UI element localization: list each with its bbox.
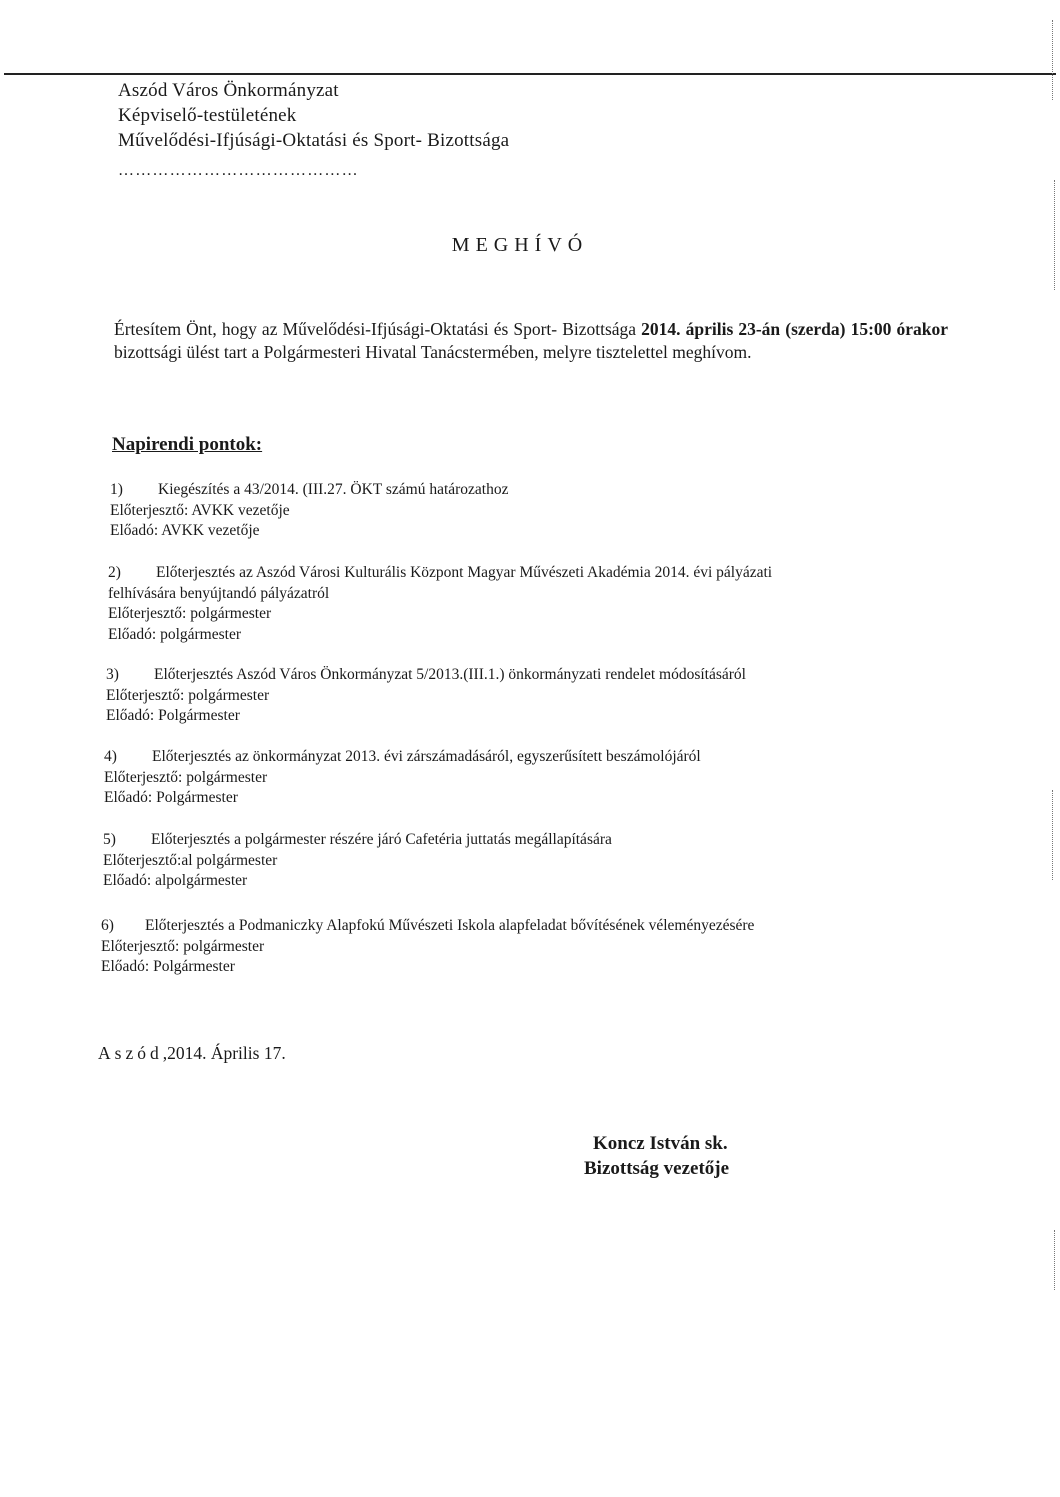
agenda-item-title: Előterjesztés a Podmaniczky Alapfokú Művészeti Iskola alapfeladat bővítésének véleményezésére xyxy=(145,917,755,934)
agenda-item-presenter: Előterjesztő:al polgármester xyxy=(103,851,278,869)
agenda-item-4 xyxy=(104,747,701,809)
agenda-item-speaker: Előadó: Polgármester xyxy=(106,707,240,724)
agenda-item-title: Előterjesztés az önkormányzat 2013. évi zárszámadásáról, egyszerűsített beszámolójáról xyxy=(152,748,701,765)
letterhead-line-council: Képviselő-testületének xyxy=(118,105,297,126)
agenda-item-title: Előterjesztés a polgármester részére járó Cafetéria juttatás megállapítására xyxy=(151,831,612,848)
top-border-line xyxy=(4,73,1056,75)
intro-meeting-datetime: 2014. április 23-án (szerda) 15:00 órakor xyxy=(641,319,948,339)
agenda-item-1 xyxy=(110,480,509,542)
agenda-item-number: 6) xyxy=(101,917,114,934)
agenda-item-presenter: Előterjesztő: polgármester xyxy=(108,605,272,622)
letterhead xyxy=(118,78,509,153)
signature-block xyxy=(584,1131,729,1181)
agenda-item-number: 4) xyxy=(104,748,117,765)
agenda-item-2 xyxy=(108,563,772,645)
letterhead-line-municipality: Aszód Város Önkormányzat xyxy=(118,80,339,101)
agenda-item-number: 5) xyxy=(103,831,116,848)
agenda-item-presenter: Előterjesztő: polgármester xyxy=(104,768,268,786)
agenda-item-3 xyxy=(106,665,746,727)
letterhead-dotted-line: …………………………………… xyxy=(118,162,359,179)
agenda-item-5 xyxy=(103,830,612,892)
document-title: MEGHÍVÓ xyxy=(451,234,589,256)
agenda-item-6 xyxy=(101,916,754,978)
scan-edge-mark xyxy=(1052,790,1053,880)
place-and-date xyxy=(98,1043,286,1064)
date-text: ,2014. Április 17. xyxy=(162,1043,286,1063)
scan-edge-mark xyxy=(1052,20,1053,100)
place-name: Aszód xyxy=(98,1043,163,1063)
agenda-item-title-continuation: felhívására benyújtandó pályázatról xyxy=(108,584,330,602)
intro-paragraph xyxy=(114,318,948,364)
agenda-item-number: 2) xyxy=(108,564,121,581)
signatory-name: Koncz István sk. xyxy=(593,1133,728,1154)
scan-edge-mark xyxy=(1054,180,1055,290)
agenda-item-speaker: Előadó: polgármester xyxy=(108,625,241,643)
agenda-item-presenter: Előterjesztő: polgármester xyxy=(106,686,270,704)
agenda-item-presenter: Előterjesztő: AVKK vezetője xyxy=(110,501,290,519)
intro-text-part2: bizottsági ülést tart a Polgármesteri Hivatal Tanácstermében, melyre tisztelettel meghívom. xyxy=(114,342,752,362)
agenda-item-number: 3) xyxy=(106,666,119,683)
scan-edge-mark xyxy=(1054,1230,1055,1290)
agenda-item-title: Előterjesztés Aszód Város Önkormányzat 5/2013.(III.1.) önkormányzati rendelet módosításáról xyxy=(154,666,746,683)
agenda-item-speaker: Előadó: alpolgármester xyxy=(103,872,248,889)
agenda-item-speaker: Előadó: Polgármester xyxy=(101,958,235,975)
agenda-heading: Napirendi pontok: xyxy=(112,434,263,455)
agenda-item-presenter: Előterjesztő: polgármester xyxy=(101,937,265,955)
agenda-item-title: Előterjesztés az Aszód Városi Kulturális Központ Magyar Művészeti Akadémia 2014. évi pályázati xyxy=(156,564,773,581)
agenda-item-speaker: Előadó: Polgármester xyxy=(104,789,238,806)
agenda-item-title: Kiegészítés a 43/2014. (III.27. ÖKT számú határozathoz xyxy=(158,481,509,498)
letterhead-line-committee: Művelődési-Ifjúsági-Oktatási és Sport- Bizottsága xyxy=(118,130,510,151)
intro-text-part1: Értesítem Önt, hogy az Művelődési-Ifjúsági-Oktatási és Sport- Bizottsága xyxy=(114,319,642,339)
signatory-role: Bizottság vezetője xyxy=(584,1158,730,1179)
agenda-item-speaker: Előadó: AVKK vezetője xyxy=(110,522,260,539)
agenda-item-number: 1) xyxy=(110,481,123,498)
